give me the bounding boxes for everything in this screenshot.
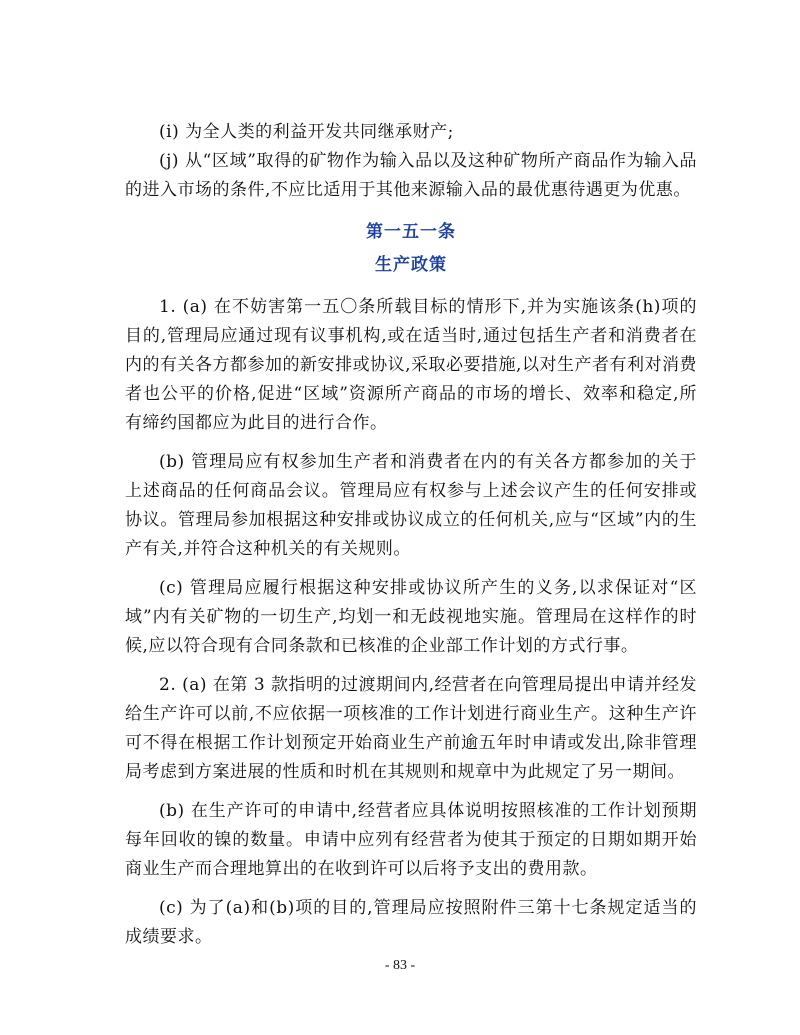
document-body <box>125 118 697 952</box>
paragraph-2c: (c) 为了(a)和(b)项的目的,管理局应按照附件三第十七条规定适当的成绩要求。 <box>125 898 697 947</box>
paragraph-i: (i) 为全人类的利益开发共同继承财产; <box>159 122 454 142</box>
paragraph-1a: 1. (a) 在不妨害第一五〇条所载目标的情形下,并为实施该条(h)项的目的,管理局应通过现有议事机构,或在适当时,通过包括生产者和消费者在内的有关各方都参加的新安排或协议,采取必要措施,以对生产者有利对消费者也公平的价格,促进“区域”资源所产商品的市场的增长、效率和稳定,所有缔约国都应为此目的进行合作。 <box>125 297 697 433</box>
page-number: - 83 - <box>384 958 416 973</box>
article-title: 生产政策 <box>375 255 447 275</box>
paragraph-1b: (b) 管理局应有权参加生产者和消费者在内的有关各方都参加的关于上述商品的任何商品会议。管理局应有权参与上述会议产生的任何安排或协议。管理局参加根据这种安排或协议成立的任何机关,应与“区域”内的生产有关,并符合这种机关的有关规则。 <box>125 452 697 559</box>
paragraph-1c: (c) 管理局应履行根据这种安排或协议所产生的义务,以求保证对“区域”内有关矿物的一切生产,均划一和无歧视地实施。管理局在这样作的时候,应以符合现有合同条款和已核准的企业部工作计划的方式行事。 <box>125 578 697 656</box>
paragraph-j: (j) 从“区域”取得的矿物作为输入品以及这种矿物所产商品作为输入品的进入市场的条件,不应比适用于其他来源输入品的最优惠待遇更为优惠。 <box>125 151 697 200</box>
paragraph-2a: 2. (a) 在第 3 款指明的过渡期间内,经营者在向管理局提出申请并经发给生产许可以前,不应依据一项核准的工作计划进行商业生产。这种生产许可不得在根据工作计划预定开始商业生产前逾五年时申请或发出,除非管理局考虑到方案进展的性质和时机在其规则和规章中为此规定了另一期间。 <box>125 675 697 782</box>
paragraph-2b: (b) 在生产许可的申请中,经营者应具体说明按照核准的工作计划预期每年回收的镍的数量。申请中应列有经营者为使其于预定的日期如期开始商业生产而合理地算出的在收到许可以后将予支出的费用款。 <box>125 801 697 879</box>
article-number: 第一五一条 <box>366 222 456 242</box>
